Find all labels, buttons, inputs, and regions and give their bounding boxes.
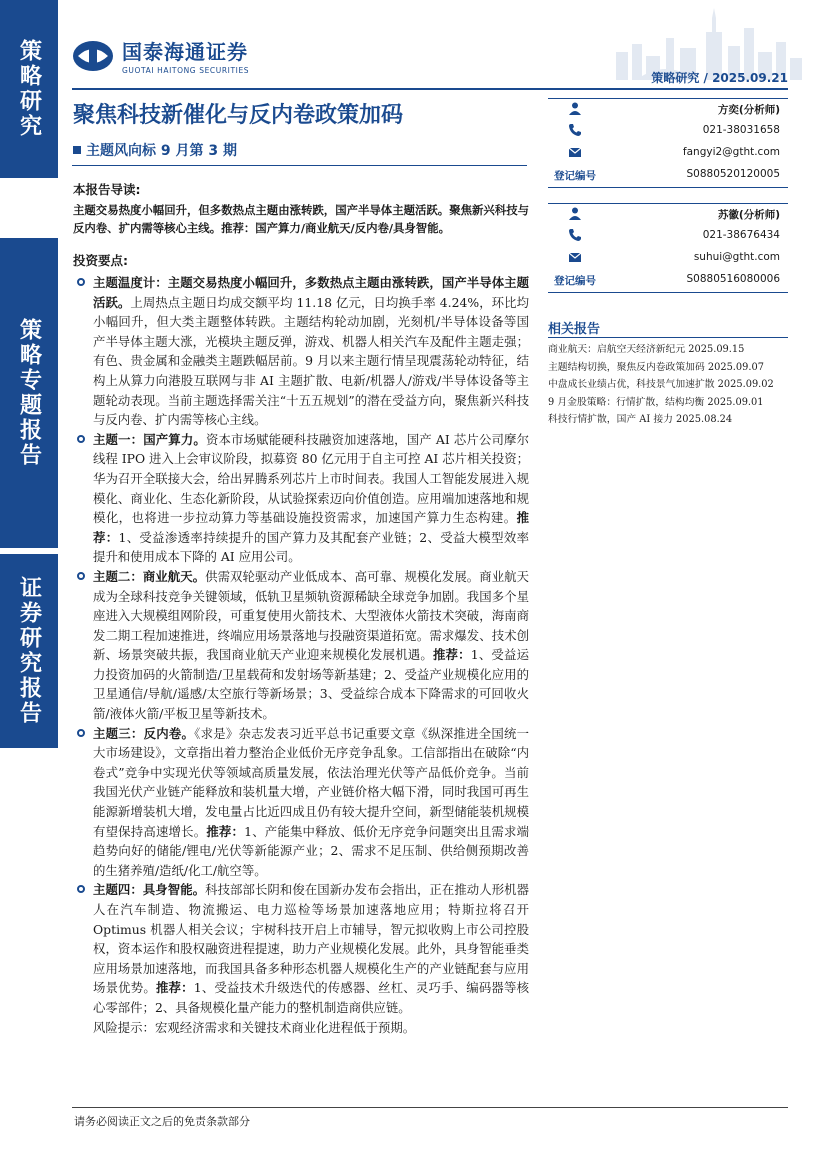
square-bullet-icon — [73, 146, 81, 154]
point-lead: 主题一：国产算力。 — [93, 431, 206, 447]
point-rec-label: 推荐： — [206, 823, 245, 839]
invest-heading: 投资要点: — [73, 253, 128, 268]
logo-name-cn: 国泰海通证券 — [122, 40, 248, 64]
circle-bullet-icon — [77, 278, 85, 286]
person-icon — [568, 206, 582, 220]
company-logo — [72, 36, 249, 75]
analyst-name: 苏徽(分析师) — [717, 209, 780, 221]
related-divider — [548, 337, 788, 338]
related-report-item[interactable]: 中盘成长业绩占优，科技景气加速扩散 2025.09.02 — [548, 379, 774, 390]
point-rec: 1、受益技术升级迭代的传感器、丝杠、灵巧手、编码器等核心零部件；2、具备规模化量产能力的整机制造商供应链。 — [93, 980, 530, 1015]
phone-icon — [568, 228, 582, 242]
invest-point — [73, 880, 529, 1017]
point-lead: 主题温度计：主题交易热度小幅回升，多数热点主题由涨转跌，国产半导体主题活跃。 — [93, 275, 529, 310]
related-report-item[interactable]: 主题结构切换，聚焦反内卷政策加码 2025.09.07 — [548, 361, 764, 373]
person-icon — [568, 101, 582, 115]
registration-label: 登记编号 — [554, 275, 596, 287]
sidebar-label-topic-report: 策略专题报告 — [0, 238, 58, 548]
header-divider — [72, 88, 788, 90]
guide-text: 主题交易热度小幅回升，但多数热点主题由涨转跌，国产半导体主题活跃。聚焦新兴科技与反内卷、扩内需等核心主线。推荐：国产算力/商业航天/反内卷/具身智能。 — [73, 203, 529, 235]
related-report-item[interactable]: 9 月金股策略：行情扩散，结构均衡 2025.09.01 — [548, 396, 764, 408]
point-rec: 1、受益渗透率持续提升的国产算力及其配套产业链；2、受益大模型效率提升和使用成本下降的 AI 应用公司。 — [93, 529, 529, 565]
analyst-phone[interactable]: 021-38676434 — [702, 229, 780, 241]
point-lead: 主题三：反内卷。 — [93, 725, 195, 741]
subtitle-text: 主题风向标 9 月第 3 期 — [86, 143, 237, 159]
point-rec: 1、受益运力投资加码的火箭制造/卫星载荷和发射场等新基建；2、受益产业规模化应用的卫星通信/导航/遥感/太空旅行等新场景；3、受益综合成本下降需求的可回收火箭/液体火箭/平板卫星等新技术。 — [93, 647, 529, 722]
point-rec-label: 推荐： — [93, 510, 529, 545]
risk-warning: 风险提示：宏观经济需求和关键技术商业化进程低于预期。 — [93, 1019, 416, 1035]
email-icon — [568, 145, 582, 159]
related-reports-list — [548, 343, 788, 431]
registration-label: 登记编号 — [554, 170, 596, 182]
invest-point — [73, 567, 529, 724]
analyst-name: 方奕(分析师) — [717, 104, 780, 116]
invest-point — [73, 724, 529, 881]
sidebar-label-strategy: 策略研究 — [0, 0, 58, 178]
invest-point — [73, 430, 529, 567]
phone-icon — [568, 123, 582, 137]
guide-heading: 本报告导读: — [73, 182, 141, 197]
invest-points — [73, 273, 529, 1037]
analyst-phone[interactable]: 021-38031658 — [702, 124, 780, 136]
analyst-card — [548, 203, 788, 293]
point-lead: 主题四：具身智能。 — [93, 882, 206, 898]
circle-bullet-icon — [77, 435, 85, 443]
related-report-item[interactable]: 商业航天：启航空天经济新纪元 2025.09.15 — [548, 344, 745, 355]
point-body: 供需双轮驱动产业低成本、高可靠、规模化发展。商业航天成为全球科技竞争关键领域，低轨卫星频轨资源稀缺全球竞争加剧。我国多个星座进入大规模组网阶段，可重复使用火箭技术、大型液体火箭技术突破，海南商发二期工程加速推进，终端应用场景落地与投融资渠道拓宽。需求爆发、技术创新、场景突破共振，我国商业航天产业迎来规模化发展机遇。 — [93, 568, 530, 663]
point-body: 《求是》杂志发表习近平总书记重要文章《纵深推进全国统一大市场建设》，文章指出着力整治企业低价无序竞争乱象。工信部指出在破除“内卷式”竞争中实现光伏等领域高质量发展，依法治理光伏等产品低价竞争。当前我国光伏产业链产能释放和装机量大增，产业链价格大幅下滑，同时我国可再生能源新增装机大增，发电量占比近四成且仍有较大提升空间，新型储能装机规模有望保持高速增长。 — [93, 725, 529, 839]
point-rec: 1、产能集中释放、低价无序竞争问题突出且需求端趋势向好的储能/锂电/光伏等新能源产业；2、需求不足压制、供给侧预期改善的生猪养殖/造纸/化工/航空等。 — [93, 823, 530, 878]
footer-disclaimer: 请务必阅读正文之后的免责条款部分 — [74, 1115, 250, 1128]
point-body: 上周热点主题日均成交额平均 11.18 亿元，日均换手率 4.24%，环比均小幅回升，但大类主题整体转跌。主题结构轮动加剧，光刻机/半导体设备等国产半导体主题大涨，光模块主题反弹，游戏、机器人相关汽车及配件主题走强；有色、贵金属和金融类主题跌幅居前。9 月以来主题行情呈现震荡轮动特征，结构上从算力向港股互联网与非 AI 主题扩散、电新/机器人/游戏/半导体设备等主题轮动表现。当前主题选择需关注“十五五规划”的潜在受益方向，聚焦新兴科技与反内卷、扩内需等核心主线。 — [93, 294, 529, 428]
report-subtitle — [73, 140, 237, 160]
related-reports-heading: 相关报告 — [548, 322, 601, 337]
registration-number: S0880520120005 — [686, 168, 780, 180]
title-divider — [72, 165, 527, 166]
analyst-card — [548, 98, 788, 188]
analyst-email[interactable]: suhui@gtht.com — [693, 251, 780, 263]
analyst-email[interactable]: fangyi2@gtht.com — [682, 146, 780, 158]
report-title: 聚焦科技新催化与反内卷政策加码 — [73, 103, 404, 128]
circle-bullet-icon — [77, 572, 85, 580]
sidebar-label-research-report: 证券研究报告 — [0, 554, 58, 748]
email-icon — [568, 250, 582, 264]
point-body: 资本市场赋能硬科技融资加速落地，国产 AI 芯片公司摩尔线程 IPO 进入上会审议阶段，拟募资 80 亿元用于自主可控 AI 芯片相关投资；华为召开全联接大会，给出昇腾系列芯片上市时间表。我国人工智能发展进入规模化、商业化、生态化新阶段，从试验探索迈向价值创造。应用端加速落地和规模化，也将进一步拉动算力等基础设施投资需求，加速国产算力生态构建。 — [93, 431, 529, 526]
point-rec-label: 推荐： — [432, 647, 471, 663]
logo-mark-icon — [72, 40, 114, 72]
circle-bullet-icon — [77, 729, 85, 737]
point-rec-label: 推荐： — [155, 980, 194, 996]
point-lead: 主题二：商业航天。 — [93, 568, 206, 584]
logo-name-en: GUOTAI HAITONG SECURITIES — [122, 66, 250, 75]
related-report-item[interactable]: 科技行情扩散，国产 AI 接力 2025.08.24 — [548, 414, 733, 425]
circle-bullet-icon — [77, 885, 85, 893]
point-body: 科技部部长阴和俊在国新办发布会指出，正在推动人形机器人在汽车制造、物流搬运、电力巡检等场景加速落地应用；特斯拉将召开 Optimus 机器人相关会议；宇树科技开启上市辅导，智元拟收购上市公司控股权，资本运作和股权融资进程提速，助力产业规模化发展。此外，具身智能垂类应用场景加速落地，而我国具备多种形态机器人规模化生产的产业链配套与应用场景优势。 — [93, 882, 530, 996]
registration-number: S0880516080006 — [686, 273, 780, 285]
report-category-date: 策略研究 / 2025.09.21 — [651, 71, 788, 85]
invest-point — [73, 273, 529, 430]
footer-divider — [72, 1107, 788, 1108]
sidebar — [0, 0, 58, 1169]
